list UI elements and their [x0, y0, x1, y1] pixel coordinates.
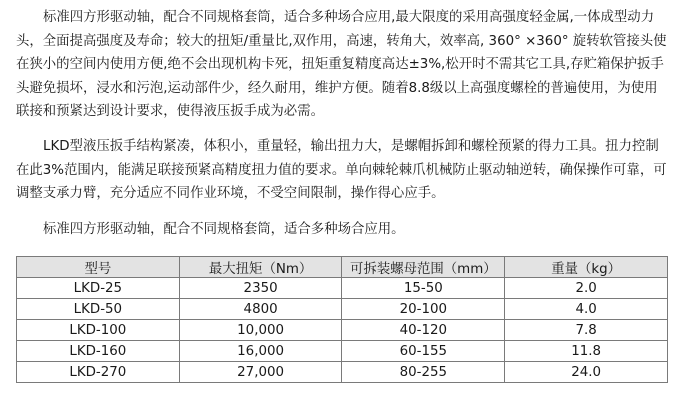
drive-shaft-paragraph: 标准四方形驱动轴，配合不同规格套筒，适合多种场合应用。	[43, 222, 405, 237]
cell-model: LKD-160	[17, 341, 180, 362]
cell-model: LKD-100	[17, 320, 180, 341]
cell-model: LKD-25	[17, 278, 180, 299]
intro-paragraph: 标准四方形驱动轴，配合不同规格套筒，适合多种场合应用,最大限度的采用高强度轻金属,一体成型动力头，全面提高强度及寿命；较大的扭矩/重量比,双作用，高速，转角大，效率高, 360° ×360° 旋转软管接头使在狭小的空间内使用方便,绝不会出现机构卡死，扭矩重复精度高达±3%,松开时不需其它工具,存贮箱保护扳手头避免损坏，浸水和污泡,运动部件少，经久耐用，维护方便。随着8.8级以上高强度螺栓的普遍使用，为使用联接和预紧达到设计要求，使得液压扳手成为必需。	[16, 10, 667, 119]
cell-nut-range: 80-255	[342, 362, 505, 383]
table-header-row	[17, 257, 668, 278]
cell-max-torque: 10,000	[179, 320, 342, 341]
table-row	[17, 299, 668, 320]
spec-table	[16, 256, 668, 383]
cell-model: LKD-50	[17, 299, 180, 320]
cell-model: LKD-270	[17, 362, 180, 383]
cell-max-torque: 4800	[179, 299, 342, 320]
cell-weight: 2.0	[505, 278, 668, 299]
cell-weight: 4.0	[505, 299, 668, 320]
cell-weight: 7.8	[505, 320, 668, 341]
cell-nut-range: 40-120	[342, 320, 505, 341]
table-row	[17, 320, 668, 341]
cell-max-torque: 27,000	[179, 362, 342, 383]
header-weight: 重量（kg）	[505, 257, 668, 278]
cell-nut-range: 60-155	[342, 341, 505, 362]
table-row	[17, 341, 668, 362]
header-max-torque: 最大扭矩（Nm）	[179, 257, 342, 278]
cell-weight: 24.0	[505, 362, 668, 383]
cell-weight: 11.8	[505, 341, 668, 362]
structure-paragraph: LKD型液压扳手结构紧凑，体积小，重量轻，输出扭力大，是螺帽拆卸和螺栓预紧的得力工具。扭力控制在此3%范围内，能满足联接预紧高精度扭力值的要求。单向棘轮棘爪机械防止驱动轴逆转，确保操作可靠，可调整支承力臂，充分适应不同作业环境，不受空间限制，操作得心应手。	[16, 139, 667, 201]
table-row	[17, 362, 668, 383]
cell-nut-range: 15-50	[342, 278, 505, 299]
header-nut-range: 可拆装螺母范围（mm）	[342, 257, 505, 278]
cell-nut-range: 20-100	[342, 299, 505, 320]
cell-max-torque: 16,000	[179, 341, 342, 362]
header-model: 型号	[17, 257, 180, 278]
cell-max-torque: 2350	[179, 278, 342, 299]
table-row	[17, 278, 668, 299]
